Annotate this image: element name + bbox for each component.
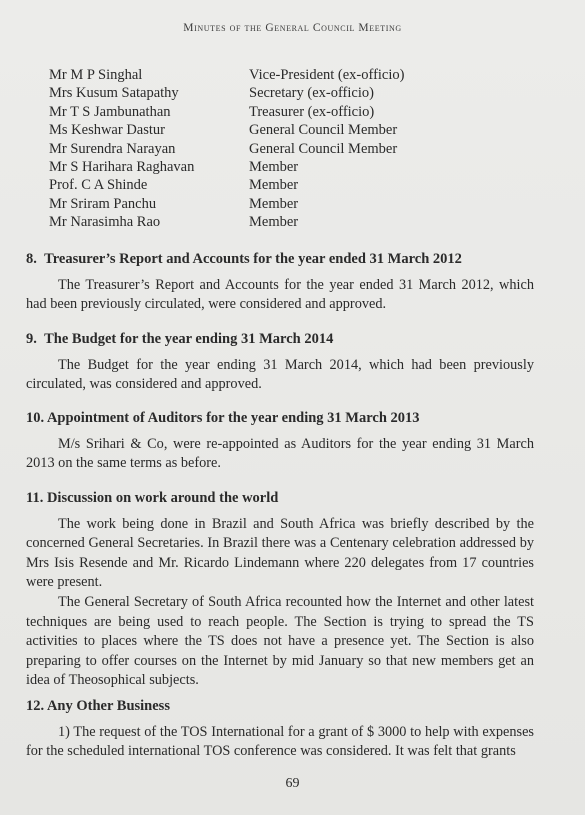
section-paragraph: 1) The request of the TOS International for a grant of $ 3000 to help with expenses for the scheduled international TOS conference was considered. It was felt that grants bbox=[26, 723, 534, 760]
section-other-business bbox=[26, 697, 534, 762]
member-row bbox=[49, 195, 404, 213]
member-row bbox=[49, 66, 404, 84]
section-budget bbox=[26, 330, 534, 395]
member-row bbox=[49, 84, 404, 102]
member-role: Member bbox=[249, 177, 299, 194]
member-name: Prof. C A Shinde bbox=[49, 177, 148, 194]
member-name: Ms Keshwar Dastur bbox=[49, 122, 165, 139]
section-auditors bbox=[26, 409, 534, 474]
section-discussion bbox=[26, 489, 534, 691]
section-paragraph: The work being done in Brazil and South Africa was briefly described by the concerned General Secretaries. In Brazil there was a Centenary celebration addressed by Mrs Isis Resende and Mr. Ricardo Lindemann where 220 delegates from 17 countries were present. bbox=[26, 515, 534, 591]
members-list bbox=[49, 66, 404, 232]
member-role: General Council Member bbox=[249, 122, 398, 139]
member-row bbox=[49, 103, 404, 121]
section-heading: 8. Treasurer’s Report and Accounts for the year ended 31 March 2012 bbox=[26, 251, 462, 267]
member-role: Member bbox=[249, 159, 299, 176]
member-name: Mr M P Singhal bbox=[49, 67, 143, 83]
member-name: Mrs Kusum Satapathy bbox=[49, 85, 179, 102]
section-paragraph: The Budget for the year ending 31 March 2014, which had been previously circulated, was considered and approved. bbox=[26, 356, 534, 393]
member-row bbox=[49, 176, 404, 194]
member-name: Mr Sriram Panchu bbox=[49, 195, 157, 212]
section-paragraph: The Treasurer’s Report and Accounts for the year ended 31 March 2012, which had been previously circulated, were considered and approved. bbox=[26, 276, 534, 313]
member-role: Vice-President (ex-officio) bbox=[249, 67, 405, 83]
member-name: Mr T S Jambunathan bbox=[49, 103, 171, 120]
member-name: Mr Narasimha Rao bbox=[49, 214, 161, 231]
member-row bbox=[49, 140, 404, 158]
member-role: Member bbox=[249, 195, 299, 212]
member-row bbox=[49, 121, 404, 139]
member-role: Secretary (ex-officio) bbox=[249, 85, 374, 102]
section-heading: 9. The Budget for the year ending 31 March 2014 bbox=[26, 331, 334, 347]
page-number: 69 bbox=[285, 776, 300, 791]
section-treasurers-report bbox=[26, 250, 534, 315]
section-heading: 12. Any Other Business bbox=[26, 698, 170, 714]
member-row bbox=[49, 213, 404, 231]
member-role: General Council Member bbox=[249, 140, 398, 157]
member-role: Member bbox=[249, 214, 299, 231]
member-row bbox=[49, 158, 404, 176]
section-heading: 11. Discussion on work around the world bbox=[26, 490, 279, 506]
section-heading: 10. Appointment of Auditors for the year ending 31 March 2013 bbox=[26, 410, 420, 426]
member-name: Mr Surendra Narayan bbox=[49, 140, 176, 157]
section-paragraph: The General Secretary of South Africa recounted how the Internet and other latest techniques are being used to reach people. The Section is trying to spread the TS activities to places where the TS does not have a presence yet. The Section is also preparing to offer courses on the Internet by mid January so that new members get an idea of Theosophical subjects. bbox=[26, 593, 534, 689]
page-header: Minutes of the General Council Meeting bbox=[183, 22, 402, 34]
member-role: Treasurer (ex-officio) bbox=[249, 103, 375, 120]
section-paragraph: M/s Srihari & Co, were re-appointed as Auditors for the year ending 31 March 2013 on the same terms as before. bbox=[26, 435, 534, 472]
member-name: Mr S Harihara Raghavan bbox=[49, 159, 195, 176]
